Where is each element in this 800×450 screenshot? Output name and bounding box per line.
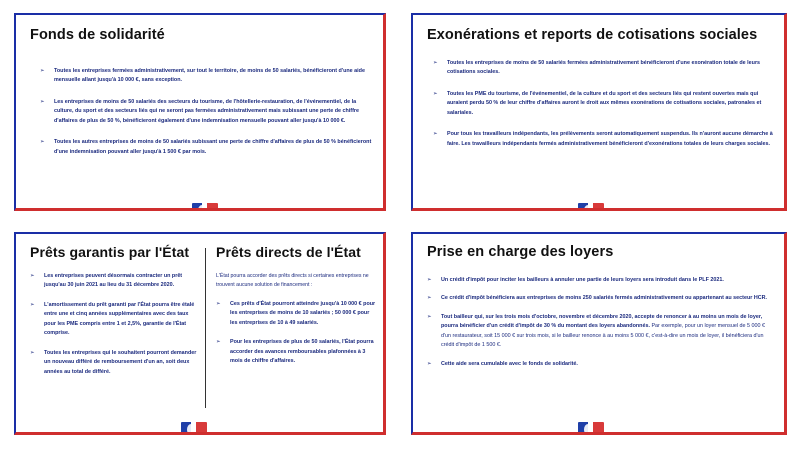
list-item: ➢ Toutes les autres entreprises de moins de 50 salariés subissant une perte de chiffre d'affaires de plus de 50 % bénéficieront d'une indemnisation pouvant aller jusqu'à 1 500 € par mois. [40, 139, 372, 155]
marianne-logo-icon [578, 203, 604, 211]
list-item: ➢ Ce crédit d'impôt bénéficiera aux entreprises de moins 250 salariés fermés administrativement ou appartenant au secteur HCR. [427, 294, 775, 303]
arrow-bullet-icon: ➢ [427, 277, 432, 283]
list-item: ➢ Tout bailleur qui, sur les trois mois d'octobre, novembre et décembre 2020, accepte de renoncer à au moins un mois de loyer, pourra bénéficier d'un crédit d'impôt de 30 % du montant des loyers abandonnés. Par exemple, pour un loyer mensuel de 5 000 € d'un restaurateur, soit 15 000 € sur trois mois, si le bailleur renonce à au moins 5 000 €, c'est-à-dire un mois de loyer, il bénéficiera d'un crédit d'impôt de 1 500 €. [427, 313, 766, 349]
prets-garantis-list [30, 272, 200, 383]
exonerations-list [433, 59, 775, 156]
arrow-bullet-icon: ➢ [433, 90, 438, 97]
exonerations-title: Exonérations et reports de cotisations sociales [427, 27, 758, 43]
arrow-bullet-icon: ➢ [30, 273, 35, 279]
loyers-title: Prise en charge des loyers [427, 244, 614, 260]
marianne-logo-icon [578, 422, 604, 435]
fonds-title: Fonds de solidarité [30, 27, 165, 43]
list-item: ➢ Toutes les entreprises fermées administrativement, sur tout le territoire, de moins de 50 salariés, bénéficieront d'une aide mensuelle allant jusqu'à 10 000 €, sans exception. [40, 68, 365, 84]
prets-garantis-title: Prêts garantis par l'État [30, 244, 190, 260]
arrow-bullet-icon: ➢ [30, 301, 35, 308]
arrow-bullet-icon: ➢ [216, 301, 221, 307]
list-item: ➢ Les entreprises de moins de 50 salariés des secteurs du tourisme, de l'hôtellerie-restauration, de l'événementiel, de la culture, du sport et des secteurs liés qui ne seront pas fermées administrativement mais subissant une perte de chiffre d'affaires de plus de 50 %, bénéficieront également d'une indemnisation mensuelle pouvant aller jusqu'à 10 000 €. [40, 98, 359, 124]
prets-directs-list [216, 300, 376, 373]
arrow-bullet-icon: ➢ [30, 349, 35, 356]
prets-directs-title: Prêts directs de l'État [216, 244, 361, 260]
marianne-logo-icon [192, 203, 218, 211]
arrow-bullet-icon: ➢ [40, 68, 45, 74]
list-item: ➢ Les entreprises peuvent désormais contracter un prêt jusqu'au 30 juin 2021 au lieu du 31 décembre 2020. [30, 273, 183, 289]
list-item: ➢ Pour tous les travailleurs indépendants, les prélèvements seront automatiquement suspendus. Ils n'auront aucune démarche à faire. Les travailleurs indépendants fermés administrativement bénéficieront d'exonérations totales de leurs charges sociales. [433, 131, 773, 147]
list-item: ➢ Toutes les entreprises qui le souhaitent pourront demander un nouveau différé de remboursement d'un an, soit deux années au total de différé. [30, 349, 197, 375]
list-item: ➢ Un crédit d'impôt pour inciter les bailleurs à annuler une partie de leurs loyers sera introduit dans le PLF 2021. [427, 276, 775, 285]
list-item: ➢ Toutes les entreprises de moins de 50 salariés fermées administrativement bénéficieront d'une exonération totale de leurs cotisations sociales. [433, 60, 761, 76]
arrow-bullet-icon: ➢ [427, 295, 432, 302]
list-item: ➢ Cette aide sera cumulable avec le fonds de solidarité. [427, 360, 775, 369]
loyers-list [427, 276, 775, 376]
prets-directs-intro: L'État pourra accorder des prêts directs si certaines entreprises ne trouvent aucune solution de financement : [216, 273, 369, 289]
column-divider [205, 248, 206, 408]
arrow-bullet-icon: ➢ [40, 139, 45, 146]
card-fonds-solidarite [14, 13, 386, 211]
marianne-logo-icon [181, 422, 207, 435]
card-prets [14, 232, 386, 435]
card-exonerations [411, 13, 787, 211]
list-item: ➢ Ces prêts d'État pourront atteindre jusqu'à 10 000 € pour les entreprises de moins de 10 salariés ; 50 000 € pour les entreprises de 10 à 49 salariés. [216, 301, 376, 326]
card-loyers [411, 232, 787, 435]
fonds-list [40, 67, 374, 164]
list-item: ➢ Toutes les PME du tourisme, de l'événementiel, de la culture et du sport et des secteurs liés qui restent ouvertes mais qui auraient perdu 50 % de leur chiffre d'affaires auront le droit aux mêmes exonérations de cotisations sociales, patronales et salariales. [433, 90, 762, 116]
arrow-bullet-icon: ➢ [433, 60, 438, 66]
list-item: ➢ Pour les entreprises de plus de 50 salariés, l'État pourra accorder des avances remboursables plafonnées à 3 mois de chiffre d'affaires. [216, 339, 374, 365]
arrow-bullet-icon: ➢ [216, 339, 221, 346]
arrow-bullet-icon: ➢ [40, 98, 45, 105]
arrow-bullet-icon: ➢ [433, 131, 438, 138]
arrow-bullet-icon: ➢ [427, 360, 432, 367]
list-item: ➢ L'amortissement du prêt garanti par l'État pourra être étalé entre une et cinq années supplémentaires avec des taux pour les PME compris entre 1 et 2,5%, garantie de l'État comprise. [30, 301, 195, 337]
arrow-bullet-icon: ➢ [427, 313, 432, 320]
